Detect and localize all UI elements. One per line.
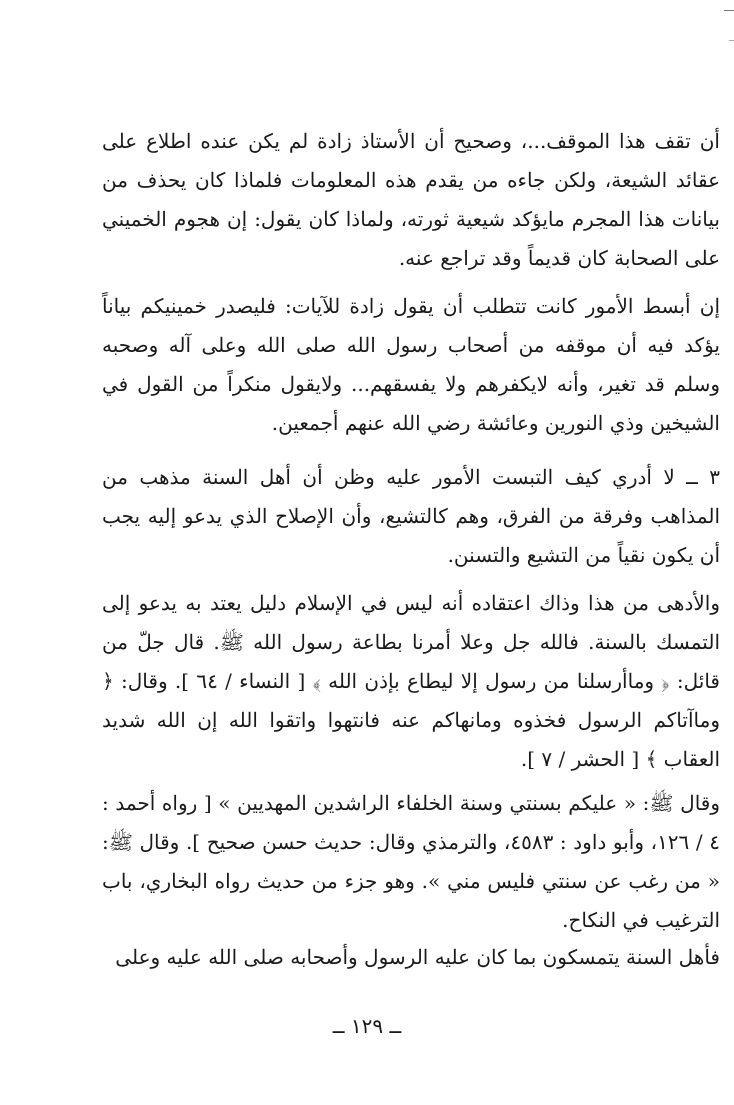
scan-edge-mark (729, 40, 734, 41)
paragraph-point-three: ٣ ــ لا أدري كيف التبست الأمور عليه وظن أن أهل السنة مذهب من المذاهب وفرقة من الفرق، وهم كالتشيع، وأن الإصلاح الذي يدعو إليه يجب أن يكون نقياً من التشيع والتسنن. (102, 465, 720, 567)
paragraph-hadith: وقال ﷺ: « عليكم بسنتي وسنة الخلفاء الراشدين المهديين » [ رواه أحمد : ٤ / ١٢٦، وأبو داود : ٤٥٨٣، والترمذي وقال: حديث حسن صحيح ]. وقال ﷺ: « من رغب عن سنتي فليس مني ». وهو جزء من حديث رواه البخاري، باب الترغيب في النكاح. (102, 791, 721, 932)
scan-edge-mark (724, 10, 734, 11)
paragraph-simplest-matters: إن أبسط الأمور كانت تتطلب أن يقول زادة للآيات: فليصدر خمينيكم بياناً يؤكد فيه أن موقفه من أصحاب رسول الله صلى الله وعلى آله وصحبه وسلم قد تغير، وأنه لايكفرهم ولا يفسقهم... ولايقول منكراً من القول في الشيخين وذي النورين وعائشة رضي الله عنهم أجمعين. (102, 294, 720, 435)
paragraph-continuation: أن تقف هذا الموقف...، وصحيح أن الأستاذ زادة لم يكن عنده اطلاع على عقائد الشيعة، ولكن جاءه من يقدم هذه المعلومات فلماذا كان يحذف من بيانات هذا المجرم مايؤكد شيعية ثورته، ولماذا كان يقول: إن هجوم الخميني على الصحابة كان قديماً وقد تراجع عنه. (102, 129, 720, 270)
page-number: ــ ١٢٩ ــ (332, 1014, 402, 1038)
paragraph-sunnah-evidence: والأدهى من هذا وذاك اعتقاده أنه ليس في الإسلام دليل يعتد به يدعو إلى التمسك بالسنة. فالله جل وعلا أمرنا بطاعة رسول الله ﷺ. قال جلّ من قائل: ﴿ وماأرسلنا من رسول إلا ليطاع بإذن الله ﴾ [ النساء / ٦٤ ]. وقال: ﴿ وماآتاكم الرسول فخذوه ومانهاكم عنه فانتهوا واتقوا الله إن الله شديد العقاب ﴾ [ الحشر / ٧ ]. (102, 591, 720, 771)
paragraph-ahl-sunnah: فأهل السنة يتمسكون بما كان عليه الرسول وأصحابه صلى الله عليه وعلى (115, 945, 720, 969)
